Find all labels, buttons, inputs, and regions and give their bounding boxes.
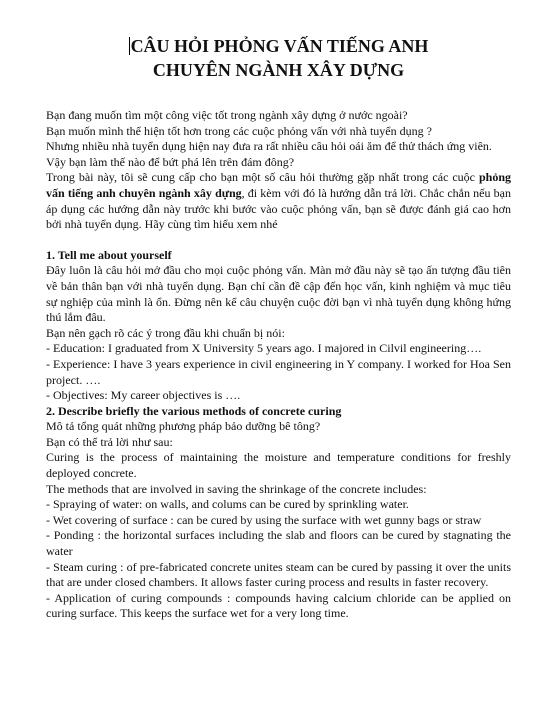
list-item: - Spraying of water: on walls, and colums can be cured by sprinkling water. bbox=[46, 497, 409, 512]
section-1-heading: 1. Tell me about yourself bbox=[46, 247, 172, 262]
intro-line-1: Bạn đang muốn tìm một công việc tốt trong ngành xây dựng ở nước ngoài? bbox=[46, 108, 408, 122]
section-2-answer-intro: Bạn có thể trả lời như sau: bbox=[46, 434, 173, 449]
section-2-paragraph: Curing is the process of maintaining the moisture and temperature conditions for freshly deployed concrete. bbox=[46, 450, 511, 481]
list-item: - Objectives: My career objectives is …. bbox=[46, 388, 241, 403]
intro-line-3: Nhưng nhiều nhà tuyển dụng hiện nay đưa ra rất nhiều câu hỏi oái ăm để thử thách ứng viên. Vậy bạn làm thế nào để bứt phá lên trên đám đông? bbox=[46, 139, 492, 169]
section-1-hint: Bạn nên gạch rõ các ý trong đầu khi chuẩn bị nói: bbox=[46, 325, 285, 340]
section-2 bbox=[46, 404, 511, 622]
list-item: - Wet covering of surface : can be cured by using the surface with wet gunny bags or straw bbox=[46, 512, 482, 527]
intro-paragraph: Trong bài này, tôi sẽ cung cấp cho bạn một số câu hỏi thường gặp nhất trong các cuộc phỏng vấn tiếng anh chuyên ngành xây dựng, đi kèm với đó là hướng dẫn trả lời. Chắc chắn nếu bạn áp dụng các hướng dẫn này trước khi bước vào cuộc phỏng vấn, bạn sẽ được đánh giá cao hơn bởi nhà tuyển dụng. Hãy cùng tìm hiểu xem nhé bbox=[46, 170, 511, 232]
list-item: - Steam curing : of pre-fabricated concrete unites steam can be cured by passing it over the units that are under closed chambers. It allows faster curing process and results in faster recovery. bbox=[46, 559, 511, 590]
section-1 bbox=[46, 248, 511, 404]
section-2-question: Mô tả tổng quát những phương pháp bảo dưỡng bê tông? bbox=[46, 419, 321, 434]
section-2-methods-intro: The methods that are involved in saving the shrinkage of the concrete includes: bbox=[46, 481, 427, 496]
intro-line-2: Bạn muốn mình thể hiện tốt hơn trong các cuộc phỏng vấn với nhà tuyển dụng ? bbox=[46, 123, 432, 138]
keyword-bold: phỏng vấn tiếng anh chuyên ngành xây dựng bbox=[46, 170, 511, 200]
text-cursor bbox=[129, 37, 130, 55]
list-item: - Application of curing compounds : compounds having calcium chloride can be applied on curing surface. This keeps the surface wet for a very long time. bbox=[46, 590, 511, 621]
section-1-paragraph: Đây luôn là câu hỏi mở đầu cho mọi cuộc phỏng vấn. Màn mở đầu này sẽ tạo ấn tượng đầu tiên về bản thân bạn với nhà tuyển dụng. Bạn chỉ cần đề cập đến học vấn, kinh nghiệm và mục tiêu sự nghiệp của mình là ổn. Đừng nên kể câu chuyện cuộc đời bạn vì nhà tuyển dụng không hứng thú lắm đâu. bbox=[46, 263, 511, 325]
list-item: - Experience: I have 3 years experience in civil engineering in Y company. I worked for Hoa Sen project. …. bbox=[46, 356, 511, 387]
list-item: - Ponding : the horizontal surfaces including the slab and floors can be cured by stagnating the water bbox=[46, 528, 511, 559]
title-line-1: CÂU HỎI PHỎNG VẤN TIẾNG ANH bbox=[130, 36, 429, 56]
document-title bbox=[46, 34, 511, 82]
title-line-2: CHUYÊN NGÀNH XÂY DỰNG bbox=[152, 60, 405, 80]
section-2-heading: 2. Describe briefly the various methods of concrete curing bbox=[46, 403, 342, 418]
intro-section bbox=[46, 108, 511, 233]
list-item: - Education: I graduated from X University 5 years ago. I majored in Cilvil engineering…. bbox=[46, 341, 482, 356]
